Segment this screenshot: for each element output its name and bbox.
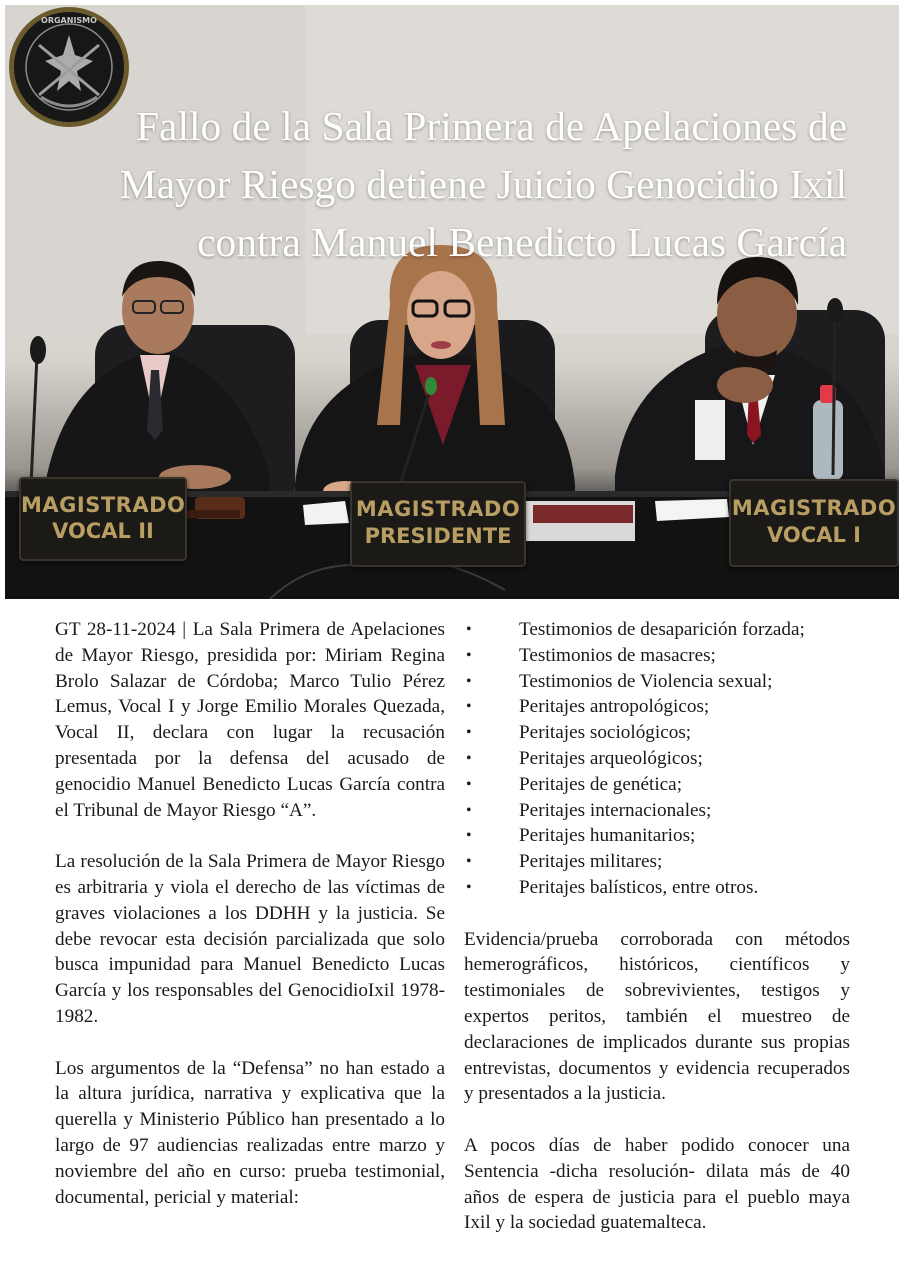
nameplate-line: VOCAL I (767, 523, 861, 547)
bullet-icon: • (466, 827, 472, 845)
nameplate-line: PRESIDENTE (364, 524, 512, 548)
bullet-icon: • (466, 801, 472, 819)
paragraph-conclusion: A pocos días de haber podido conocer una Sentencia -dicha resolución- dilata más de 40 años de espera de justicia para el pueblo maya Ixil y la sociedad guatemalteca. (464, 1134, 850, 1234)
paragraph-resolution: La resolución de la Sala Primera de Mayor Riesgo es arbitraria y viola el derecho de las víctimas de graves violaciones a los DDHH y la justicia. Se debe revocar esta decisión parcializada que solo busca impunidad para Manuel Benedicto Lucas García y los responsables del GenocidioIxil 1978-1982. (55, 851, 445, 1027)
headline-line: contra Manuel Benedicto Lucas García (197, 219, 847, 265)
bullet-icon: • (466, 775, 472, 793)
nameplate-vocal-ii (19, 477, 187, 561)
list-item: • Peritajes de genética; (464, 772, 850, 798)
bullet-icon: • (466, 749, 472, 767)
bullet-icon: • (466, 698, 472, 716)
bullet-icon: • (466, 724, 472, 742)
nameplate-presidente (350, 481, 526, 567)
list-item: • Peritajes arqueológicos; (464, 746, 850, 772)
list-item: • Peritajes humanitarios; (464, 823, 850, 849)
list-item: • Testimonios de Violencia sexual; (464, 669, 850, 695)
paragraph-arguments: Los argumentos de la “Defensa” no han estado a la altura jurídica, narrativa y explicativa que la querella y Ministerio Público han presentado a lo largo de 97 audiencias realizadas entre marzo y noviembre del año en curso: prueba testimonial, documental, pericial y material: (55, 1057, 445, 1208)
nameplate-line: MAGISTRADO (731, 496, 897, 520)
headline-line: Mayor Riesgo detiene Juicio Genocidio Ixil (119, 161, 847, 207)
headline (27, 97, 847, 271)
bullet-icon: • (466, 646, 472, 664)
nameplate-line: MAGISTRADO (21, 493, 186, 517)
list-item: • Peritajes balísticos, entre otros. (464, 875, 850, 901)
bullet-icon: • (466, 878, 472, 896)
list-item: • Peritajes militares; (464, 849, 850, 875)
hero-photo (5, 5, 899, 599)
right-column (464, 617, 850, 1262)
bullet-icon: • (466, 621, 472, 638)
nameplate-line: MAGISTRADO (355, 497, 521, 521)
bullet-icon: • (466, 853, 472, 871)
evidence-list (464, 617, 850, 901)
paragraph-intro: GT 28-11-2024 | La Sala Primera de Apelaciones de Mayor Riesgo, presidida por: Miriam Regina Brolo Salazar de Córdoba; Marco Tulio Pérez Lemus, Vocal I y Jorge Emilio Morales Quezada, Vocal II, declara con lugar la recusación presentada por la defensa del acusado de genocidio Manuel Benedicto Lucas García contra el Tribunal de Mayor Riesgo “A”. (55, 619, 445, 821)
list-item: • Peritajes internacionales; (464, 798, 850, 824)
list-item: • Testimonios de desaparición forzada; (464, 617, 850, 643)
seal-text: ORGANISMO (41, 16, 97, 25)
nameplate-vocal-i (729, 479, 899, 567)
left-column (55, 617, 445, 1236)
list-item: • Peritajes sociológicos; (464, 720, 850, 746)
nameplate-line: VOCAL II (52, 519, 154, 543)
list-item: • Peritajes antropológicos; (464, 694, 850, 720)
headline-line: Fallo de la Sala Primera de Apelaciones de (135, 103, 847, 149)
paragraph-evidence: Evidencia/prueba corroborada con métodos hemerográficos, históricos, científicos y testimoniales de sobrevivientes, testigos y expertos peritos, también el muestreo de declaraciones de implicados durante sus propias entrevistas, documentos y evidencia recuperados y presentados a la justicia. (464, 928, 850, 1105)
bullet-icon: • (466, 672, 472, 690)
list-item: • Testimonios de masacres; (464, 643, 850, 669)
